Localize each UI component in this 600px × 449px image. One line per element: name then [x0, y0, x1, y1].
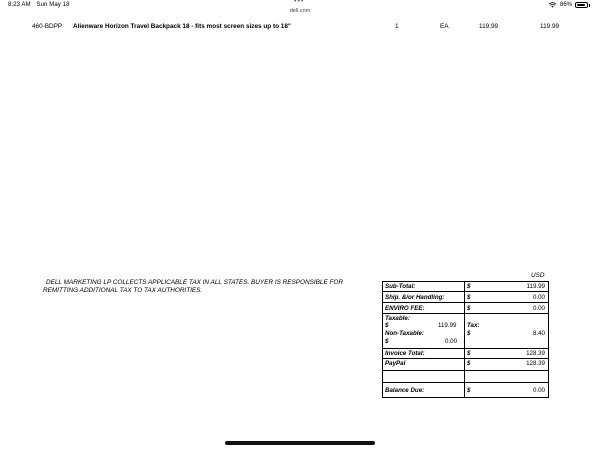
line-item-uom: EA: [440, 23, 449, 30]
taxable-value: 119.99: [438, 322, 457, 329]
status-right: [548, 2, 590, 8]
shipping-value: 0.00: [532, 294, 545, 301]
nontaxable-label: Non-Taxable:: [385, 330, 424, 337]
status-time: 8:23 AM: [8, 2, 31, 8]
line-item-description: Alienware Horizon Travel Backpack 18 - fits most screen sizes up to 18": [73, 23, 291, 30]
blank-row: [383, 371, 548, 383]
enviro-label: ENVIRO FEE:: [385, 305, 425, 312]
battery-cap-icon: [589, 4, 590, 7]
paypal-value: 128.39: [526, 360, 545, 367]
line-item-qty: 1: [395, 23, 399, 30]
taxable-currency: $: [385, 322, 389, 329]
balance-due-row: [383, 383, 548, 397]
subtotal-row: [383, 282, 548, 292]
invoice-total-value: 128.39: [526, 350, 545, 357]
balance-due-currency: $: [467, 387, 471, 394]
line-item-sku: 460-BDPP: [32, 23, 63, 30]
battery-percent: 86%: [559, 2, 572, 8]
status-bar: [0, 0, 600, 18]
subtotal-label: Sub-Total:: [385, 283, 416, 290]
status-date: Sun May 18: [36, 2, 70, 8]
taxable-label: Taxable:: [385, 315, 410, 322]
tax-notice-line-2: REMITTING ADDITIONAL TAX TO TAX AUTHORITIES.: [43, 287, 203, 294]
enviro-row: [383, 303, 548, 314]
enviro-currency: $: [467, 305, 471, 312]
shipping-row: [383, 292, 548, 303]
address-url[interactable]: dell.com: [289, 8, 311, 14]
more-dots-icon[interactable]: •••: [294, 0, 305, 5]
totals-table: [382, 281, 549, 398]
tax-value: 8.40: [532, 330, 545, 337]
invoice-total-label: Invoice Total:: [385, 350, 425, 357]
nontaxable-value: 0.00: [445, 338, 458, 345]
enviro-value: 0.00: [532, 305, 545, 312]
line-item-extended: 119.99: [540, 23, 560, 30]
tax-label: Tax:: [467, 322, 480, 329]
home-indicator[interactable]: [225, 441, 375, 445]
tax-breakdown-row: [383, 314, 548, 349]
subtotal-currency: $: [467, 283, 471, 290]
subtotal-value: 119.99: [526, 283, 545, 290]
battery-icon: [575, 2, 588, 8]
invoice-total-row: [383, 349, 548, 359]
balance-due-label: Balance Due:: [385, 387, 425, 394]
paypal-currency: $: [467, 360, 471, 367]
shipping-currency: $: [467, 294, 471, 301]
paypal-row: [383, 359, 548, 371]
shipping-label: Ship. &/or Handling:: [385, 294, 445, 301]
tax-notice-line-1: DELL MARKETING LP COLLECTS APPLICABLE TAX IN ALL STATES. BUYER IS RESPONSIBLE FOR: [46, 279, 344, 286]
tax-currency: $: [467, 330, 471, 337]
tax-notice: [45, 279, 375, 295]
nontaxable-currency: $: [385, 338, 389, 345]
currency-label: USD: [531, 272, 545, 279]
wifi-icon: [548, 2, 557, 8]
invoice-total-currency: $: [467, 350, 471, 357]
balance-due-value: 0.00: [532, 387, 545, 394]
line-item-unit-price: 119.99: [479, 23, 499, 30]
paypal-label: PayPal: [385, 360, 406, 367]
